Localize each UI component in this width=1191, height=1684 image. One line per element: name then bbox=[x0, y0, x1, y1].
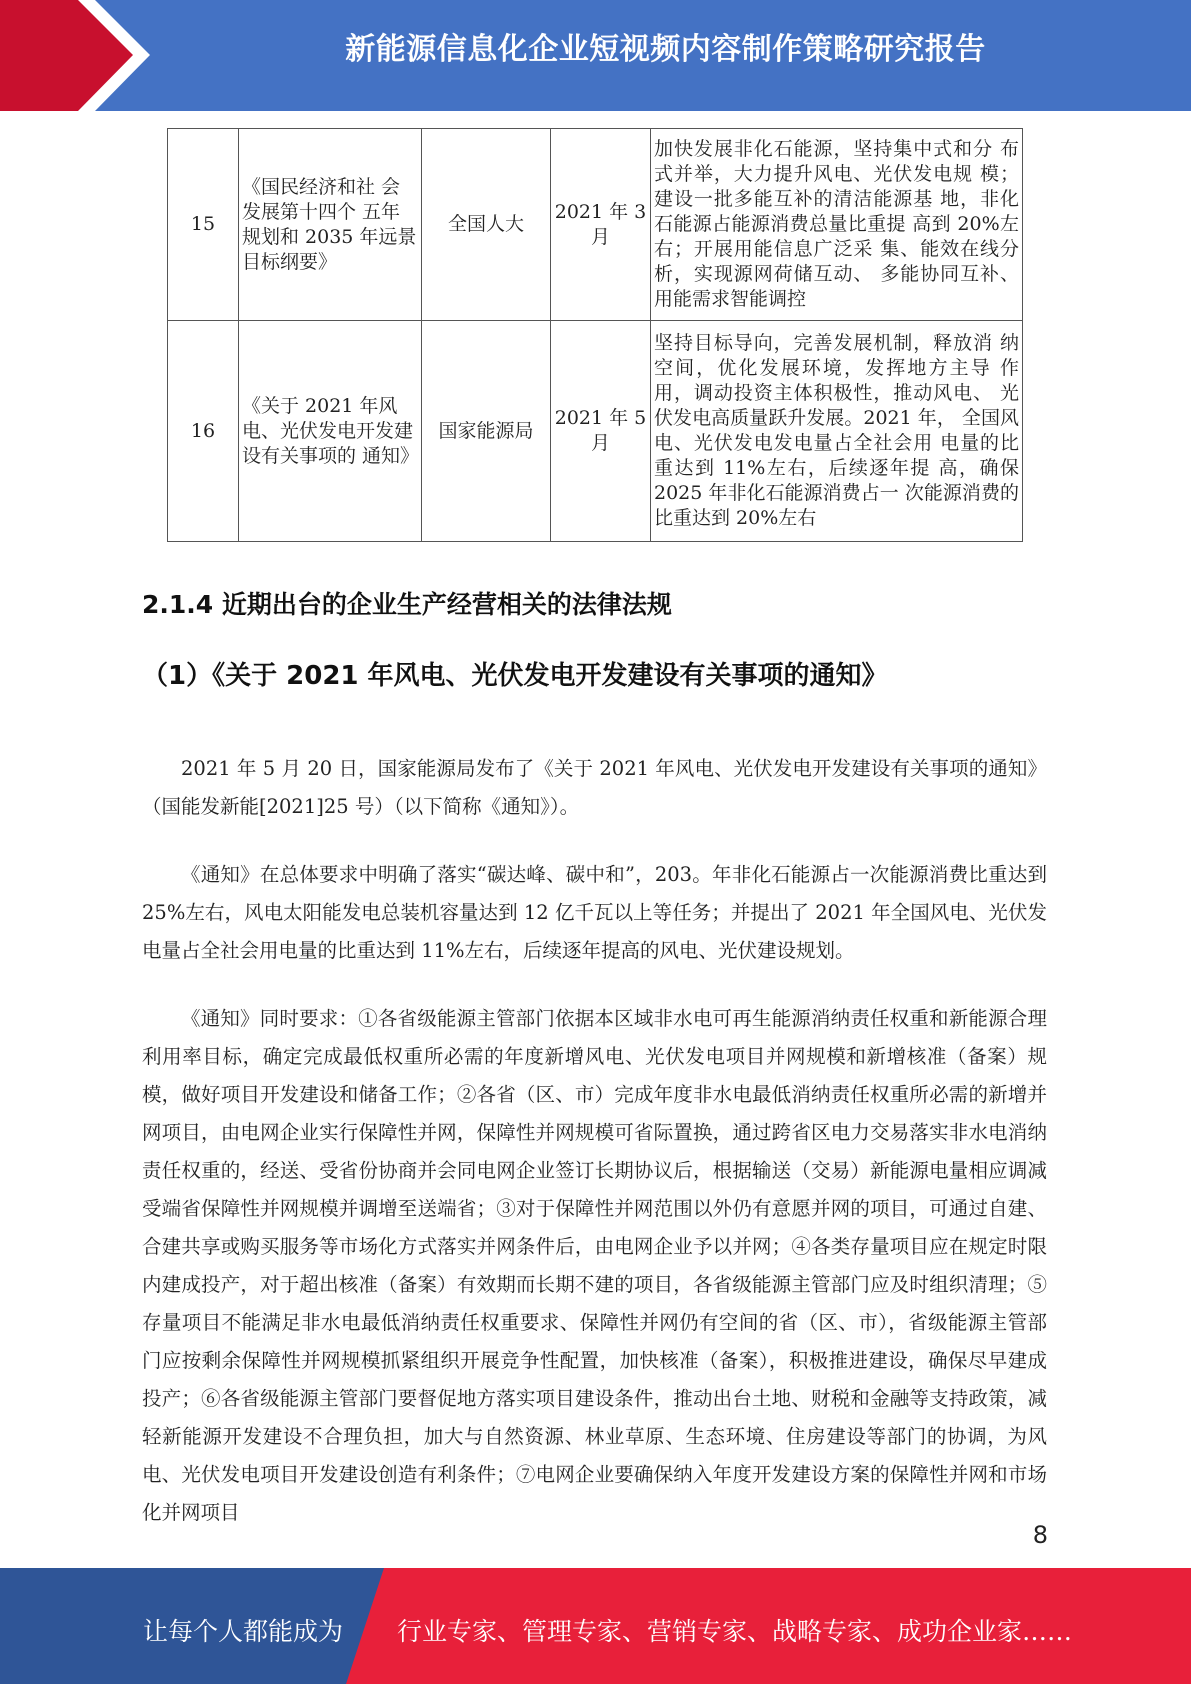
issue-date: 2021 年 5 月 bbox=[551, 321, 651, 542]
footer-slogan-right: 行业专家、管理专家、营销专家、战略专家、成功企业家…… bbox=[397, 1617, 1073, 1646]
page-number: 8 bbox=[1032, 1521, 1048, 1549]
policy-content: 加快发展非化石能源，坚持集中式和分 布式并举，大力提升风电、光伏发电规 模；建设一批多能互补的清洁能源基 地，非化石能源占能源消费总量比重提 高到 20%左右；开展用能信息广泛采 集、能效在线分析，实现源网荷储互动、 多能协同互补、用能需求智能调控 bbox=[651, 129, 1023, 321]
issuing-agency: 全国人大 bbox=[422, 129, 551, 321]
footer-slogan-left: 让每个人都能成为 bbox=[143, 1617, 344, 1646]
policy-table bbox=[167, 128, 1023, 542]
table-row bbox=[168, 129, 1023, 321]
body-paragraph: 《通知》在总体要求中明确了落实“碳达峰、碳中和”，203。年非化石能源占一次能源消费比重达到 25%左右，风电太阳能发电总装机容量达到 12 亿千瓦以上等任务；并提出了 2021 年全国风电、光伏发电量占全社会用电量的比重达到 11%左右，后续逐年提高的风电、光伏建设规划。 bbox=[142, 862, 1047, 962]
table-row bbox=[168, 321, 1023, 542]
section-heading: 2.1.4 近期出台的企业生产经营相关的法律法规 bbox=[142, 590, 672, 619]
page-footer bbox=[0, 1568, 1191, 1684]
row-number: 15 bbox=[168, 129, 239, 321]
row-number: 16 bbox=[168, 321, 239, 542]
issue-date: 2021 年 3 月 bbox=[551, 129, 651, 321]
policy-content: 坚持目标导向，完善发展机制，释放消 纳空间，优化发展环境，发挥地方主导 作用，调动投资主体积极性，推动风电、 光伏发电高质量跃升发展。2021 年， 全国风电、光伏发电发电量占全社会用 电量的比重达到 11%左右，后续逐年提 高，确保 2025 年非化石能源消费占一 次能源消费的比重达到 20%左右 bbox=[651, 321, 1023, 542]
issuing-agency: 国家能源局 bbox=[422, 321, 551, 542]
page-header bbox=[0, 0, 1191, 111]
policy-name: 《国民经济和社 会发展第十四个 五年规划和 2035 年远景目标纲要》 bbox=[239, 129, 422, 321]
body-paragraph: 《通知》同时要求：①各省级能源主管部门依据本区域非水电可再生能源消纳责任权重和新能源合理利用率目标，确定完成最低权重所必需的年度新增风电、光伏发电项目并网规模和新增核准（备案）规模，做好项目开发建设和储备工作；②各省（区、市）完成年度非水电最低消纳责任权重所必需的新增并网项目，由电网企业实行保障性并网，保障性并网规模可省际置换，通过跨省区电力交易落实非水电消纳责任权重的，经送、受省份协商并会同电网企业签订长期协议后，根据输送（交易）新能源电量相应调减受端省保障性并网规模并调增至送端省；③对于保障性并网范围以外仍有意愿并网的项目，可通过自建、合建共享或购买服务等市场化方式落实并网条件后，由电网企业予以并网；④各类存量项目应在规定时限内建成投产，对于超出核准（备案）有效期而长期不建的项目，各省级能源主管部门应及时组织清理；⑤存量项目不能满足非水电最低消纳责任权重要求、保障性并网仍有空间的省（区、市），省级能源主管部门应按剩余保障性并网规模抓紧组织开展竞争性配置，加快核准（备案），积极推进建设，确保尽早建成投产；⑥各省级能源主管部门要督促地方落实项目建设条件，推动出台土地、财税和金融等支持政策，减轻新能源开发建设不合理负担，加大与自然资源、林业草原、生态环境、住房建设等部门的协调，为风电、光伏发电项目开发建设创造有利条件；⑦电网企业要确保纳入年度开发建设方案的保障性并网和市场化并网项目 bbox=[142, 1006, 1047, 1524]
policy-name: 《关于 2021 年风电、光伏发电开发建设有关事项的 通知》 bbox=[239, 321, 422, 542]
subsection-heading: （1）《关于 2021 年风电、光伏发电开发建设有关事项的通知》 bbox=[142, 661, 888, 691]
body-paragraph: 2021 年 5 月 20 日，国家能源局发布了《关于 2021 年风电、光伏发电开发建设有关事项的通知》（国能发新能[2021]25 号）（以下简称《通知》）。 bbox=[142, 756, 1047, 818]
report-title: 新能源信息化企业短视频内容制作策略研究报告 bbox=[345, 32, 986, 67]
